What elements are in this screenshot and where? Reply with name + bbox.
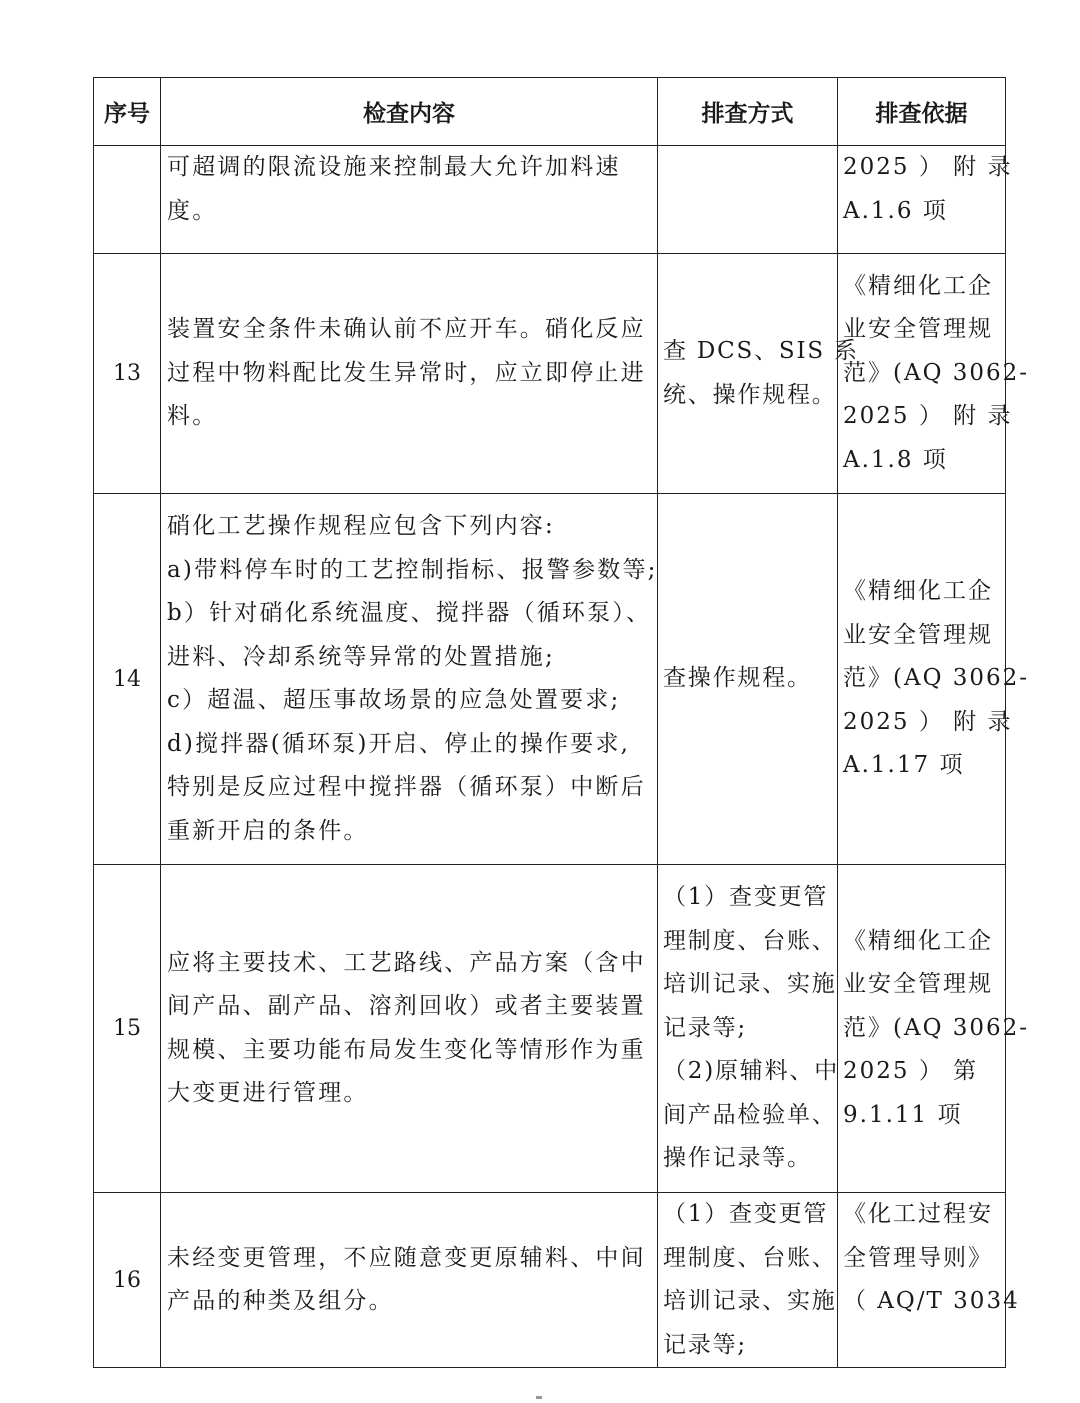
basis-line: 范》(AQ 3062-	[843, 1014, 1030, 1041]
method-line: 间产品检验单、	[663, 1101, 837, 1128]
check-basis-cell	[838, 254, 1030, 494]
check-method-cell	[658, 1193, 838, 1368]
content-line: 重新开启的条件。	[167, 817, 369, 844]
method-line: 记录等;	[663, 1331, 747, 1358]
header-content: 检查内容	[161, 78, 658, 146]
content-line: 度。	[167, 197, 218, 224]
row-number	[94, 146, 161, 254]
check-basis-cell	[838, 1193, 1020, 1368]
check-content-cell	[161, 146, 658, 254]
basis-line: 《精细化工企	[843, 578, 993, 605]
check-basis-cell	[838, 865, 1030, 1193]
method-line: 培训记录、实施	[663, 1288, 837, 1314]
check-content-cell	[161, 254, 658, 494]
row-number: 16	[94, 1193, 161, 1368]
basis-line: A.1.8 项	[843, 446, 948, 473]
check-method-cell	[658, 146, 838, 254]
row-number: 15	[94, 865, 161, 1193]
content-line: 装置安全条件未确认前不应开车。硝化反应	[167, 316, 646, 343]
basis-line: 《精细化工企	[843, 272, 993, 299]
method-line: （1）查变更管	[663, 1201, 829, 1227]
method-line: 查 DCS、SIS 系	[663, 338, 859, 364]
content-line: 大变更进行管理。	[167, 1080, 369, 1106]
method-line: 理制度、台账、	[663, 927, 837, 954]
row-number: 14	[94, 494, 161, 865]
table-row	[94, 254, 1006, 494]
header-method: 排查方式	[658, 78, 838, 146]
content-line: a)带料停车时的工艺控制指标、报警参数等;	[167, 556, 658, 583]
check-content-cell	[161, 494, 658, 865]
content-line: 未经变更管理，不应随意变更原辅料、中间	[167, 1244, 646, 1271]
table-row	[94, 865, 1006, 1193]
basis-line: A.1.6 项	[843, 197, 948, 224]
content-line: 规模、主要功能布局发生变化等情形作为重	[167, 1036, 646, 1063]
content-line: 进料、冷却系统等异常的处置措施;	[167, 643, 555, 670]
basis-line: 2025 ） 第	[843, 1058, 979, 1085]
check-method-cell	[658, 254, 859, 494]
content-line: 间产品、副产品、溶剂回收）或者主要装置	[167, 993, 646, 1019]
basis-line: 2025 ） 附 录	[843, 154, 1013, 180]
table-row	[94, 494, 1006, 865]
basis-line: 范》(AQ 3062-	[843, 359, 1030, 386]
page-number-mark	[536, 1396, 542, 1399]
check-basis-cell	[838, 146, 1013, 254]
inspection-table	[93, 77, 1030, 1368]
header-basis: 排查依据	[838, 78, 1006, 146]
method-line: 查操作规程。	[663, 665, 812, 692]
content-line: 可超调的限流设施来控制最大允许加料速	[167, 154, 621, 180]
basis-line: 《精细化工企	[843, 927, 993, 954]
basis-line: 业安全管理规	[843, 971, 993, 998]
basis-line: 《化工过程安	[843, 1201, 993, 1227]
content-line: c）超温、超压事故场景的应急处置要求;	[167, 687, 621, 713]
basis-line: 全管理导则》	[843, 1244, 993, 1271]
content-line: b）针对硝化系统温度、搅拌器（循环泵）、	[167, 600, 652, 626]
basis-line: 9.1.11 项	[843, 1101, 963, 1128]
content-line: d)搅拌器(循环泵)开启、停止的操作要求,	[167, 730, 631, 757]
content-line: 应将主要技术、工艺路线、产品方案（含中	[167, 949, 646, 976]
method-line: 操作记录等。	[663, 1145, 812, 1172]
basis-line: 业安全管理规	[843, 316, 993, 343]
basis-line: 2025 ） 附 录	[843, 403, 1013, 430]
table-row	[94, 146, 1006, 254]
method-line: 记录等;	[663, 1014, 747, 1041]
table-row	[94, 1193, 1006, 1368]
check-basis-cell	[838, 494, 1030, 865]
basis-line: 2025 ） 附 录	[843, 708, 1013, 735]
content-line: 特别是反应过程中搅拌器（循环泵）中断后	[167, 774, 646, 800]
check-content-cell	[161, 865, 658, 1193]
method-line: 统、操作规程。	[663, 381, 837, 408]
check-method-cell	[658, 494, 838, 865]
table-header-row	[94, 78, 1006, 146]
method-line: （1）查变更管	[663, 884, 829, 911]
basis-line: （ AQ/T 3034	[843, 1288, 1020, 1314]
row-number: 13	[94, 254, 161, 494]
check-method-cell	[658, 865, 838, 1193]
basis-line: A.1.17 项	[843, 752, 965, 779]
method-line: 培训记录、实施	[663, 971, 837, 998]
method-line: （2)原辅料、中	[663, 1058, 840, 1085]
basis-line: 业安全管理规	[843, 621, 993, 648]
check-content-cell	[161, 1193, 658, 1368]
content-line: 产品的种类及组分。	[167, 1288, 394, 1314]
content-line: 过程中物料配比发生异常时，应立即停止进	[167, 359, 646, 386]
basis-line: 范》(AQ 3062-	[843, 665, 1030, 692]
content-line: 硝化工艺操作规程应包含下列内容:	[167, 513, 555, 539]
header-no: 序号	[94, 78, 161, 146]
content-line: 料。	[167, 403, 218, 430]
method-line: 理制度、台账、	[663, 1244, 837, 1271]
